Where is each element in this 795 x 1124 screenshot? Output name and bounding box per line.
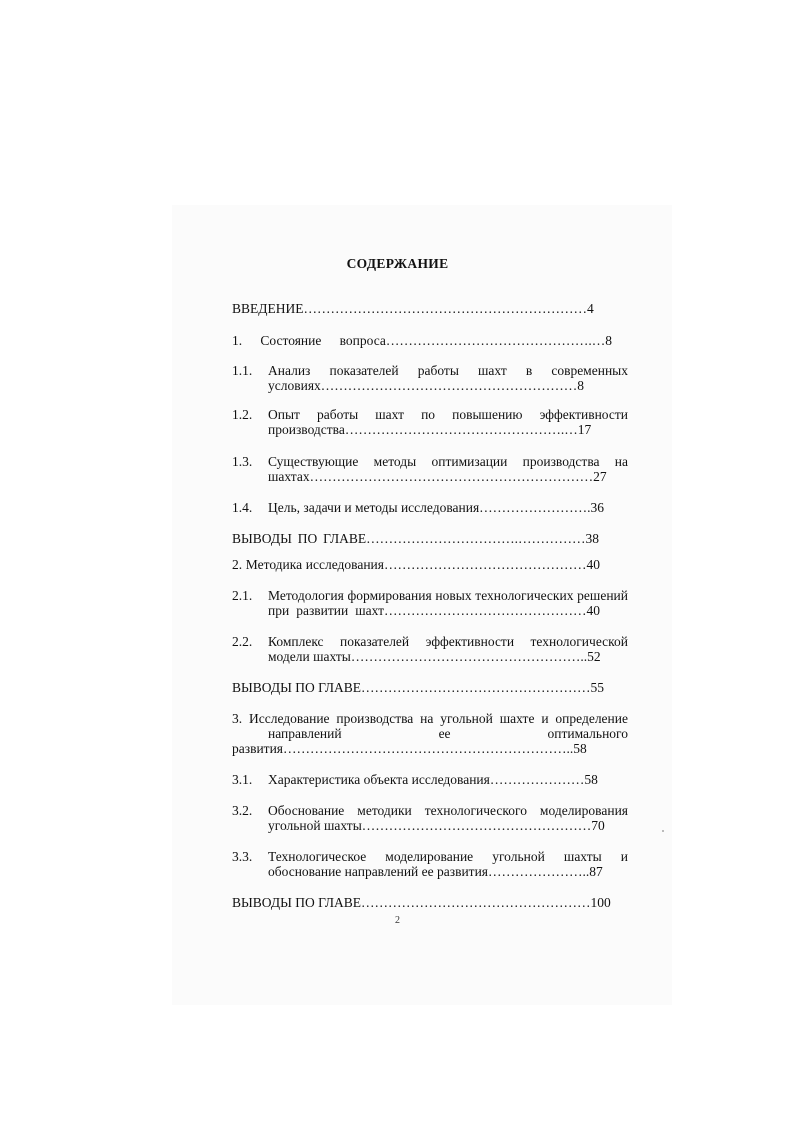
toc-entry-text: 1. Состояние вопроса……………………………………….…8: [232, 333, 612, 348]
toc-entry-text: развития………………………………………………………..58: [232, 741, 587, 756]
section-number: 1.4.: [232, 500, 253, 515]
toc-entry-text: угольной шахты……………………………………………70: [268, 818, 605, 833]
toc-entry-3-3[interactable]: [232, 849, 628, 881]
toc-entry-text: направлений ее оптимального: [268, 726, 628, 741]
toc-entry-text: Технологическое моделирование угольной шахты и: [268, 849, 628, 864]
toc-entry-text: Методология формирования новых технологических решений: [268, 588, 628, 603]
section-number: 3.1.: [232, 772, 253, 787]
page-number: 2: [395, 915, 400, 926]
toc-entry-chapter-1[interactable]: [232, 333, 612, 348]
section-number: 1.2.: [232, 407, 253, 422]
page-title: СОДЕРЖАНИЕ: [346, 256, 449, 271]
toc-entry-text: 2. Методика исследования………………………………………40: [232, 557, 600, 572]
toc-entry-3-2[interactable]: [232, 803, 628, 835]
section-number: 1.1.: [232, 363, 253, 378]
toc-entry-text: при развитии шахт………………………………………40: [268, 603, 600, 618]
toc-entry-text: Опыт работы шахт по повышению эффективности: [268, 407, 628, 422]
toc-entry-1-1[interactable]: [232, 363, 628, 395]
toc-entry-chapter-2[interactable]: [232, 557, 600, 572]
toc-entry-conclusions-1[interactable]: [232, 531, 599, 546]
toc-entry-text: ВВЕДЕНИЕ………………………………………………………4: [232, 301, 594, 316]
toc-entry-text: Анализ показателей работы шахт в современных: [268, 363, 628, 378]
toc-entry-text: обоснование направлений ее развития…………………..87: [268, 864, 603, 879]
toc-entry-text: модели шахты……………………………………………..52: [268, 649, 601, 664]
section-number: 1.3.: [232, 454, 253, 469]
toc-entry-text: производства………………………………………….…17: [268, 422, 592, 437]
toc-entry-text: условиях…………………………………………………8: [268, 378, 585, 393]
toc-entry-text: ВЫВОДЫ ПО ГЛАВЕ……………………………………………55: [232, 680, 605, 695]
toc-entry-text: шахтах………………………………………………………27: [268, 469, 607, 484]
toc-entry-text: Обоснование методики технологического моделирования: [268, 803, 628, 818]
scan-speck: [662, 830, 664, 832]
toc-entry-2-1[interactable]: [232, 588, 628, 620]
toc-entry-text: ВЫВОДЫ ПО ГЛАВЕ……………………………………………100: [232, 895, 611, 910]
section-number: 3.2.: [232, 803, 253, 818]
toc-entry-chapter-3[interactable]: [232, 711, 628, 757]
toc-entry-text: ВЫВОДЫ ПО ГЛАВЕ…………………………….……………38: [232, 531, 599, 546]
toc-entry-conclusions-3[interactable]: [232, 895, 611, 910]
toc-entry-1-3[interactable]: [232, 454, 628, 486]
toc-entry-text: Характеристика объекта исследования…………………58: [268, 772, 598, 787]
toc-entry-1-2[interactable]: [232, 407, 628, 439]
toc-entry-text: Цель, задачи и методы исследования…………………….36: [268, 500, 605, 515]
toc-entry-text: Комплекс показателей эффективности технологической: [268, 634, 628, 649]
section-number: 2.2.: [232, 634, 253, 649]
toc-entry-2-2[interactable]: [232, 634, 628, 666]
toc-entry-text: Существующие методы оптимизации производства на: [268, 454, 628, 469]
section-number: 3.3.: [232, 849, 253, 864]
toc-entry-intro[interactable]: [232, 301, 612, 316]
toc-entry-conclusions-2[interactable]: [232, 680, 605, 695]
toc-entry-text: 3. Исследование производства на угольной шахте и определение: [232, 711, 628, 726]
section-number: 2.1.: [232, 588, 253, 603]
